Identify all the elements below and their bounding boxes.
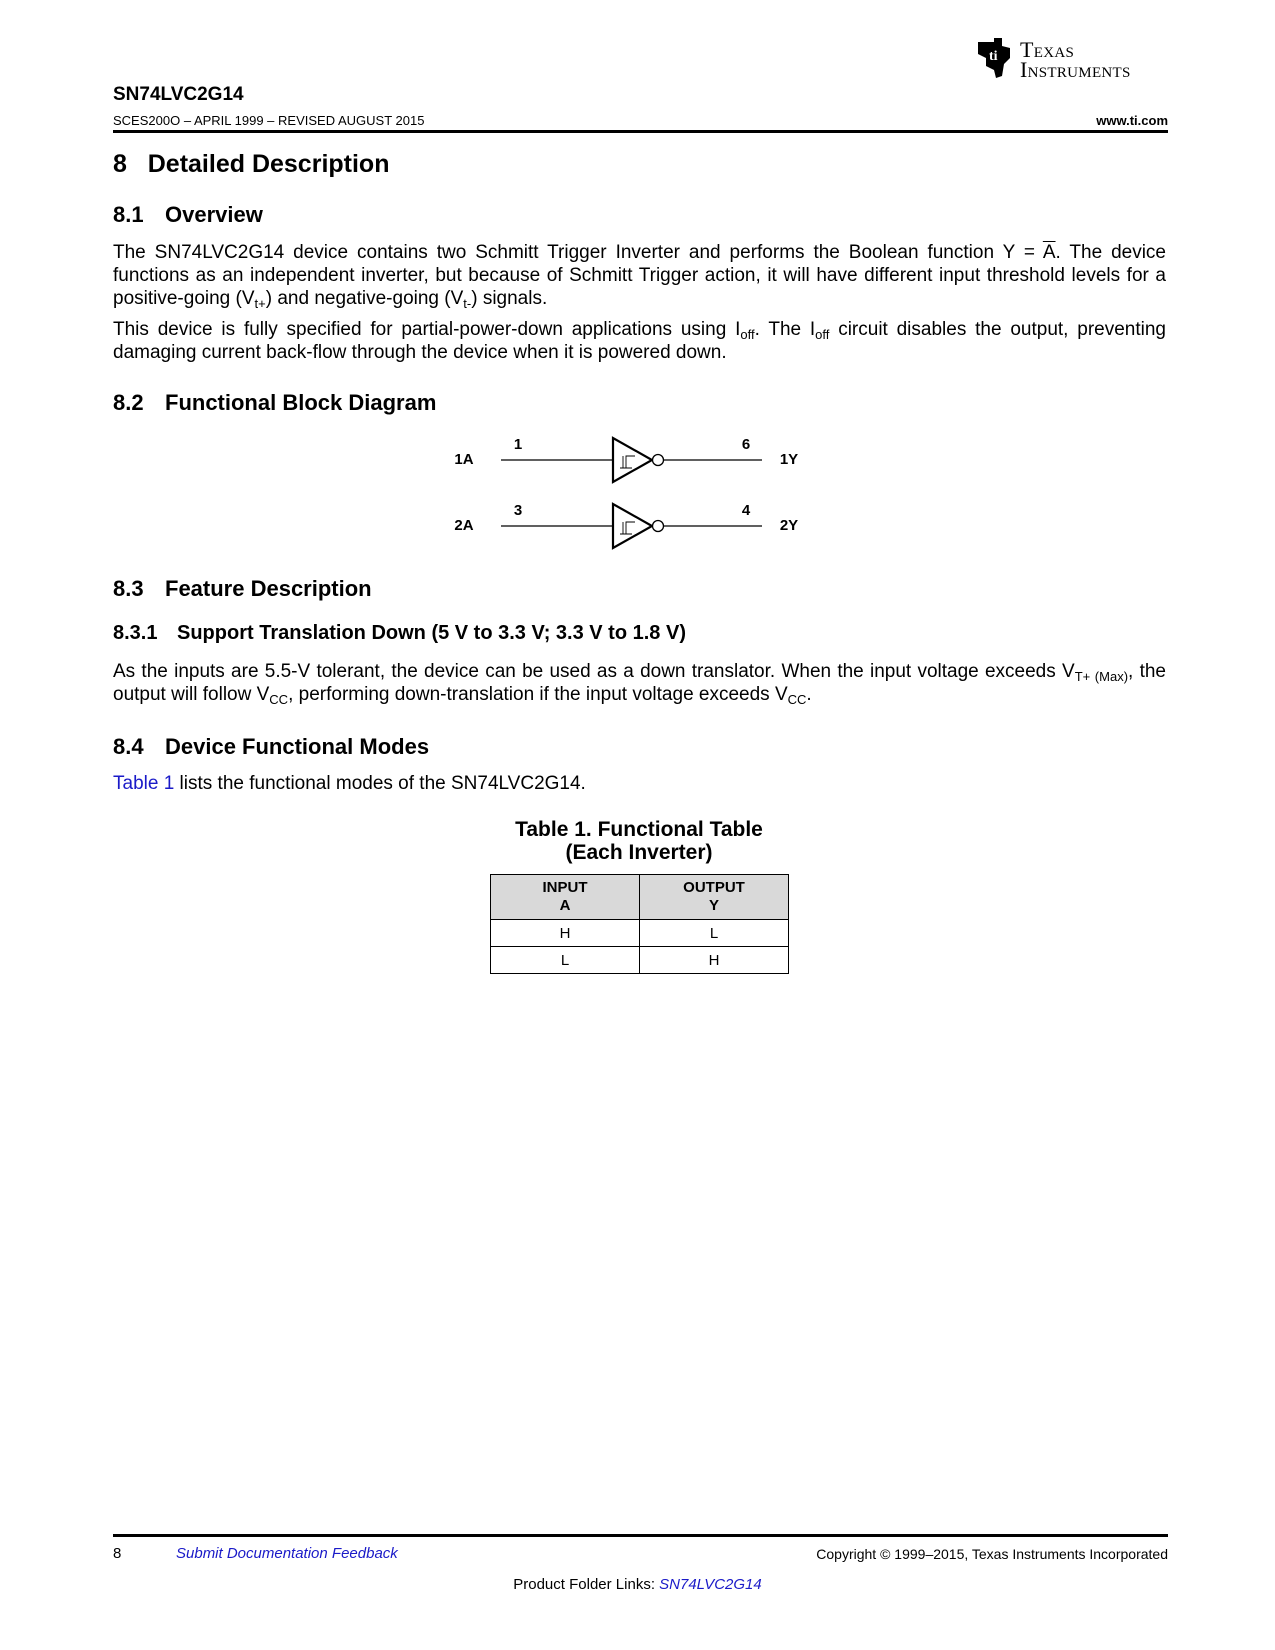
subscript: CC — [269, 692, 289, 707]
document-id: SCES200O – APRIL 1999 – REVISED AUGUST 2015 — [113, 113, 425, 128]
subscript: t+ — [254, 296, 266, 311]
inverter-gate-2 — [454, 502, 798, 548]
gate1-buffer-triangle — [613, 438, 652, 482]
part-number: SN74LVC2G14 — [113, 84, 244, 105]
logo-line1: Texas — [1020, 37, 1075, 62]
caption-line-2: (Each Inverter) — [565, 841, 713, 864]
text-run: This device is fully specified for partial-power-down applications using I — [113, 319, 741, 340]
translation-paragraph — [113, 660, 1166, 706]
subscript: off — [740, 327, 755, 342]
gate1-input-pin: 1 — [513, 436, 523, 453]
functional-block-diagram — [440, 430, 840, 570]
header-line: A — [559, 897, 571, 914]
section-title: Support Translation Down (5 V to 3.3 V; 3.3 V to 1.8 V) — [177, 622, 686, 644]
product-folder-link[interactable]: SN74LVC2G14 — [659, 1576, 762, 1593]
header-line: Y — [708, 897, 719, 914]
subscript: T+ (Max) — [1074, 669, 1129, 684]
gate2-input-pin: 3 — [513, 502, 523, 519]
overview-paragraph-1 — [113, 241, 1166, 310]
section-number: 8.3 — [113, 576, 144, 601]
table-header-row — [491, 875, 789, 920]
section-8-4-heading — [113, 734, 429, 760]
section-number: 8.3.1 — [113, 622, 158, 644]
product-folder-links — [0, 1576, 1275, 1593]
subscript: off — [815, 327, 830, 342]
gate2-input-label: 2A — [454, 517, 474, 534]
caption-line-1: Table 1. Functional Table — [515, 818, 763, 841]
column-header-output — [640, 875, 789, 920]
text-run-overline: $\overline{A}$ — [1042, 242, 1056, 263]
text-run: . The I — [754, 319, 816, 340]
svg-text:ti: ti — [989, 49, 998, 64]
header-rule — [113, 130, 1168, 133]
gate1-inversion-bubble — [653, 455, 664, 466]
text-run: , performing down-translation if the input voltage exceeds V — [288, 684, 788, 705]
gate1-output-pin: 6 — [741, 436, 751, 453]
subscript: t- — [463, 296, 472, 311]
table-row — [491, 920, 789, 947]
table-1-caption — [413, 818, 865, 864]
section-title: Feature Description — [165, 576, 372, 601]
ti-logo-text — [1020, 37, 1131, 82]
copyright: Copyright © 1999–2015, Texas Instruments Incorporated — [816, 1546, 1168, 1562]
section-title: Detailed Description — [147, 150, 390, 178]
text-run: . — [806, 684, 812, 705]
section-number: 8.2 — [113, 390, 144, 415]
pfl-label: Product Folder Links: — [513, 1576, 660, 1593]
header-line: INPUT — [542, 879, 588, 896]
gate2-buffer-triangle — [613, 504, 652, 548]
table-cell: L — [491, 947, 640, 974]
section-8-3-1-heading — [113, 622, 686, 645]
gate2-output-pin: 4 — [741, 502, 751, 519]
feedback-link[interactable]: Submit Documentation Feedback — [176, 1545, 398, 1562]
gate2-inversion-bubble — [653, 521, 664, 532]
section-number: 8 — [113, 150, 127, 178]
section-title: Overview — [165, 202, 263, 227]
table-row — [491, 947, 789, 974]
header-line: OUTPUT — [683, 879, 745, 896]
table-cell: H — [640, 947, 789, 974]
text-run: lists the functional modes of the SN74LVC2G14. — [174, 773, 586, 794]
section-8-heading — [113, 150, 389, 179]
text-run: , the output will follow V — [113, 661, 1166, 705]
section-title: Device Functional Modes — [165, 734, 430, 759]
section-title: Functional Block Diagram — [165, 390, 437, 415]
modes-paragraph — [113, 772, 1166, 795]
text-run: . The device functions as an independent inverter, but because of Schmitt Trigger action, it will have different input threshold levels for a positive-going (V — [113, 242, 1166, 309]
text-run: ) and negative-going (V — [265, 288, 464, 309]
section-8-3-heading — [113, 576, 372, 602]
ti-logo — [972, 36, 1168, 86]
text-run: As the inputs are 5.5-V tolerant, the device can be used as a down translator. When the input voltage exceeds V — [113, 661, 1075, 682]
text-run: ) signals. — [471, 288, 548, 309]
section-number: 8.1 — [113, 202, 144, 227]
inverter-gate-1 — [454, 436, 798, 482]
table-cell: L — [640, 920, 789, 947]
gate1-input-label: 1A — [454, 451, 474, 468]
footer-rule — [113, 1534, 1168, 1537]
gate1-output-label: 1Y — [779, 451, 799, 468]
logo-line2: Instruments — [1020, 57, 1131, 82]
section-number: 8.4 — [113, 734, 144, 759]
page-number: 8 — [113, 1545, 122, 1562]
column-header-input — [491, 875, 640, 920]
website-link[interactable]: www.ti.com — [1096, 113, 1168, 128]
ti-logo-icon — [972, 36, 1016, 80]
subscript: CC — [787, 692, 807, 707]
table-cell: H — [491, 920, 640, 947]
overview-paragraph-2 — [113, 318, 1166, 364]
gate2-output-label: 2Y — [779, 517, 799, 534]
section-8-1-heading — [113, 202, 263, 228]
section-8-2-heading — [113, 390, 436, 416]
table-1-link[interactable]: Table 1 — [113, 773, 175, 794]
text-run: circuit disables the output, preventing damaging current back-flow through the device when it is powered down. — [113, 319, 1166, 363]
text-run: The SN74LVC2G14 device contains two Schmitt Trigger Inverter and performs the Boolean function Y = — [113, 242, 1043, 263]
functional-table — [490, 874, 789, 974]
